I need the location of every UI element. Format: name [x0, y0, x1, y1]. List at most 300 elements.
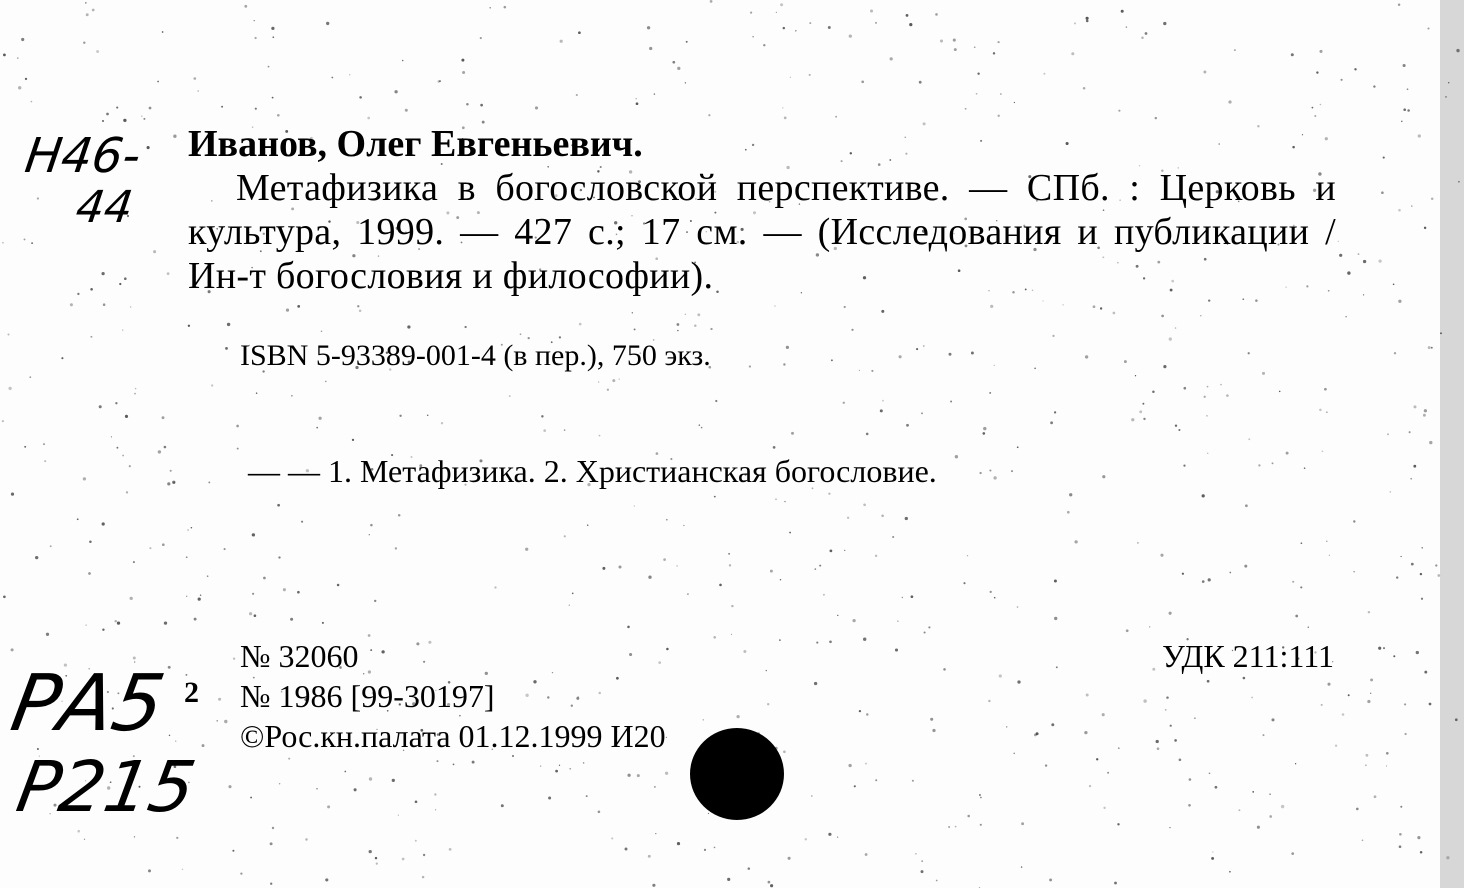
speckle: [255, 37, 257, 39]
speckle: [849, 34, 852, 37]
speckle: [1102, 475, 1105, 478]
speckle: [774, 305, 775, 306]
speckle: [1362, 839, 1364, 841]
speckle: [449, 848, 452, 851]
speckle: [354, 788, 357, 791]
speckle: [598, 811, 601, 814]
speckle: [789, 532, 791, 534]
speckle: [1163, 22, 1166, 25]
speckle: [955, 826, 957, 828]
udk-code: УДК 211:111: [1162, 638, 1334, 674]
bibliographic-record: [188, 122, 1336, 298]
speckle: [31, 242, 33, 244]
speckle: [1424, 409, 1427, 412]
speckle: [993, 476, 996, 479]
speckle: [83, 477, 86, 480]
speckle: [1398, 209, 1401, 212]
speckle: [1067, 511, 1070, 514]
speckle: [1036, 732, 1039, 735]
speckle: [1428, 346, 1431, 349]
speckle: [932, 729, 935, 732]
speckle: [599, 435, 601, 437]
speckle: [976, 93, 978, 95]
speckle: [186, 556, 188, 558]
speckle: [974, 46, 976, 48]
speckle: [979, 794, 981, 796]
speckle: [564, 429, 566, 431]
speckle: [1316, 71, 1318, 73]
speckle: [466, 103, 469, 106]
speckle: [866, 433, 869, 436]
speckle: [290, 618, 293, 621]
speckle: [18, 86, 21, 89]
speckle: [881, 515, 884, 518]
speckle: [135, 388, 137, 390]
speckle: [1017, 606, 1019, 608]
speckle: [123, 119, 126, 122]
speckle: [130, 306, 131, 307]
speckle: [157, 81, 159, 83]
speckle: [988, 700, 990, 702]
speckle: [1386, 765, 1387, 766]
speckle: [17, 57, 18, 58]
speckle: [714, 496, 716, 498]
speckle: [283, 588, 286, 591]
speckle: [1211, 857, 1214, 860]
speckle: [795, 30, 797, 32]
speckle: [369, 850, 372, 853]
speckle: [848, 764, 851, 767]
speckle: [331, 77, 333, 79]
speckle: [713, 636, 716, 639]
speckle: [1353, 520, 1355, 522]
speckle: [953, 39, 956, 42]
speckle: [1378, 647, 1381, 650]
speckle: [11, 493, 14, 496]
book-chamber-line: ©Рос.кн.палата 01.12.1999 И20: [240, 718, 666, 754]
speckle: [1096, 758, 1098, 760]
speckle: [369, 534, 370, 535]
speckle: [122, 455, 124, 457]
speckle: [861, 80, 864, 83]
speckle: [1045, 764, 1047, 766]
speckle: [906, 14, 909, 17]
speckle: [1215, 786, 1218, 789]
speckle: [173, 135, 176, 138]
speckle: [666, 519, 668, 521]
speckle: [752, 36, 753, 37]
speckle: [1300, 586, 1302, 588]
speckle: [407, 325, 410, 328]
speckle: [1200, 315, 1201, 316]
speckle: [134, 393, 136, 395]
speckle: [875, 555, 877, 557]
speckle: [1006, 726, 1007, 727]
speckle: [666, 737, 667, 738]
speckle: [1212, 851, 1213, 852]
speckle: [714, 847, 716, 849]
speckle: [851, 329, 853, 331]
speckle: [890, 57, 893, 60]
speckle: [402, 60, 404, 62]
speckle: [84, 839, 85, 840]
speckle: [1178, 429, 1180, 431]
speckle: [1189, 778, 1192, 781]
speckle: [480, 104, 483, 107]
speckle: [611, 837, 613, 839]
speckle: [1319, 50, 1322, 53]
speckle: [791, 432, 794, 435]
speckle: [1113, 312, 1116, 315]
speckle: [501, 804, 504, 807]
speckle: [256, 392, 258, 394]
speckle: [326, 22, 329, 25]
speckle: [263, 577, 266, 580]
speckle: [1416, 651, 1419, 654]
speckle: [1394, 352, 1396, 354]
speckle: [677, 67, 680, 70]
speckle: [1074, 22, 1076, 24]
speckle: [7, 333, 9, 335]
speckle: [149, 547, 151, 549]
speckle: [1207, 386, 1209, 388]
speckle: [395, 547, 397, 549]
handwritten-code-line-2: 44: [72, 182, 136, 233]
speckle: [24, 238, 26, 240]
speckle: [367, 117, 370, 120]
speckle: [1086, 20, 1089, 23]
speckle: [930, 718, 933, 721]
speckle: [1142, 403, 1144, 405]
speckle: [1295, 763, 1296, 764]
speckle: [122, 329, 123, 330]
speckle: [1202, 494, 1205, 497]
speckle: [1403, 64, 1406, 67]
speckle: [560, 40, 563, 43]
speckle: [919, 81, 922, 84]
speckle: [1013, 753, 1014, 754]
speckle: [1258, 464, 1260, 466]
speckle: [216, 720, 217, 721]
speckle: [685, 82, 686, 83]
speckle: [525, 548, 528, 551]
speckle: [198, 598, 201, 601]
speckle: [357, 305, 359, 307]
speckle: [1084, 731, 1087, 734]
speckle: [854, 785, 856, 787]
speckle: [710, 0, 713, 3]
speckle: [1202, 580, 1205, 583]
speckle: [999, 674, 1002, 677]
speckle: [715, 400, 717, 402]
speckle: [207, 575, 209, 577]
speckle: [1363, 260, 1366, 263]
speckle: [1051, 723, 1054, 726]
speckle: [770, 570, 773, 573]
speckle: [990, 305, 993, 308]
speckle: [555, 770, 558, 773]
speckle: [297, 591, 300, 594]
speckle: [187, 529, 188, 530]
speckle: [835, 116, 837, 118]
speckle: [116, 107, 118, 109]
handwritten-code-line-1: Н46-: [21, 128, 145, 184]
speckle: [763, 44, 765, 46]
speckle: [844, 306, 846, 308]
speckle: [1074, 540, 1077, 543]
speckle: [767, 703, 769, 705]
speckle: [149, 107, 152, 110]
speckle: [1103, 807, 1105, 809]
speckle: [102, 120, 104, 122]
speckle: [1137, 542, 1139, 544]
speckle: [649, 47, 652, 50]
speckle: [828, 26, 831, 29]
speckle: [677, 842, 680, 845]
speckle: [422, 876, 424, 878]
speckle: [1054, 580, 1057, 583]
speckle: [117, 621, 120, 624]
speckle: [837, 836, 838, 837]
speckle: [1107, 772, 1109, 774]
speckle: [46, 633, 49, 636]
speckle: [359, 96, 362, 99]
speckle: [186, 596, 187, 597]
speckle: [784, 117, 787, 120]
speckle: [85, 624, 87, 626]
speckle: [1139, 410, 1142, 413]
speckle: [731, 605, 733, 607]
speckle: [321, 331, 323, 333]
speckle: [875, 779, 877, 781]
speckle: [233, 658, 235, 660]
speckle: [583, 762, 585, 764]
speckle: [1304, 467, 1306, 469]
speckle: [710, 328, 712, 330]
speckle: [921, 412, 923, 414]
speckle: [1291, 53, 1294, 56]
speckle: [268, 66, 270, 68]
speckle: [173, 482, 175, 484]
speckle: [1244, 565, 1247, 568]
speckle: [743, 650, 746, 653]
speckle: [699, 424, 701, 426]
speckle: [1347, 271, 1350, 274]
speckle: [1208, 299, 1210, 301]
speckle: [1320, 104, 1322, 106]
speckle: [943, 668, 946, 671]
speckle: [31, 101, 33, 103]
speckle: [1413, 405, 1416, 408]
speckle: [979, 472, 981, 474]
handwritten-location-line-1: РА5: [4, 659, 171, 749]
speckle: [1188, 804, 1191, 807]
speckle: [115, 402, 117, 404]
speckle: [1319, 409, 1322, 412]
speckle: [766, 670, 767, 671]
speckle: [1126, 26, 1127, 27]
speckle: [1100, 307, 1102, 309]
speckle: [994, 365, 995, 366]
speckle: [1341, 79, 1343, 81]
speckle: [654, 93, 655, 94]
speckle: [1399, 845, 1402, 848]
speckle: [782, 107, 783, 108]
speckle: [847, 517, 849, 519]
speckle: [279, 783, 280, 784]
speckle: [101, 272, 104, 275]
speckle: [618, 565, 621, 568]
speckle: [955, 455, 958, 458]
speckle: [316, 788, 317, 789]
card-footer: [240, 636, 666, 756]
speckle: [1093, 305, 1096, 308]
speckle: [683, 525, 684, 526]
speckle: [719, 584, 722, 587]
speckle: [1034, 368, 1036, 370]
speckle: [967, 815, 970, 818]
speckle: [200, 594, 201, 595]
speckle: [625, 848, 628, 851]
speckle: [940, 40, 943, 43]
speckle: [1175, 425, 1177, 427]
speckle: [398, 814, 399, 815]
speckle: [1396, 576, 1398, 578]
speckle: [948, 826, 950, 828]
speckle: [655, 833, 656, 834]
speckle: [1160, 554, 1163, 557]
speckle: [627, 626, 630, 629]
speckle: [25, 78, 27, 80]
speckle: [133, 561, 135, 563]
speckle: [1420, 573, 1422, 575]
speckle: [997, 41, 999, 43]
speckle: [270, 842, 273, 845]
speckle: [924, 631, 926, 633]
speckle: [1327, 683, 1330, 686]
speckle: [915, 853, 917, 855]
speckle: [255, 108, 257, 110]
speckle: [1242, 298, 1244, 300]
speckle: [579, 323, 582, 326]
speckle: [1049, 878, 1052, 881]
speckle: [392, 779, 395, 782]
speckle: [899, 355, 902, 358]
speckle: [1374, 795, 1377, 798]
speckle: [11, 648, 14, 651]
speckle: [559, 765, 560, 766]
speckle: [464, 326, 466, 328]
speckle: [1251, 697, 1253, 699]
speckle: [935, 13, 938, 16]
speckle: [1083, 87, 1086, 90]
speckle: [697, 313, 700, 316]
top-edge-shade: [1440, 0, 1464, 888]
speckle: [648, 855, 651, 858]
speckle: [535, 106, 538, 109]
speckle: [254, 20, 255, 21]
speckle: [1143, 699, 1146, 702]
speckle: [438, 80, 440, 82]
speckle: [909, 23, 912, 26]
speckle: [254, 614, 257, 617]
speckle: [318, 417, 321, 420]
speckle: [89, 541, 92, 544]
speckle: [1011, 470, 1013, 472]
speckle: [1069, 493, 1072, 496]
speckle: [1135, 375, 1136, 376]
speckle: [1269, 793, 1270, 794]
handwritten-shelf-code: [15, 130, 144, 234]
speckle: [1324, 388, 1327, 391]
speckle: [399, 415, 401, 417]
title-description: Метафизика в богословской перспективе. — СПб. : Церковь и культура, 1999. — 427 с.; 17 см. — (Исследования и публикации / Ин-т богословия и философии).: [188, 167, 1336, 297]
speckle: [325, 878, 328, 881]
speckle: [1131, 418, 1134, 421]
speckle: [125, 415, 128, 418]
speckle: [768, 881, 771, 884]
speckle: [2, 420, 4, 422]
speckle: [227, 323, 230, 326]
speckle: [441, 422, 443, 424]
speckle: [85, 2, 87, 4]
speckle: [636, 102, 639, 105]
speckle: [1353, 571, 1354, 572]
speckle: [1054, 617, 1057, 620]
registration-number-1: № 32060: [240, 638, 359, 674]
speckle: [786, 346, 789, 349]
speckle: [1329, 555, 1330, 556]
speckle: [1423, 414, 1426, 417]
speckle: [167, 482, 170, 485]
speckle: [1411, 205, 1412, 206]
speckle: [1248, 438, 1250, 440]
speckle: [1409, 431, 1411, 433]
speckle: [564, 535, 566, 537]
speckle: [1321, 704, 1323, 706]
speckle: [1175, 327, 1177, 329]
speckle: [921, 870, 924, 873]
speckle: [687, 593, 689, 595]
speckle: [462, 71, 465, 74]
speckle: [1373, 85, 1375, 87]
speckle: [232, 850, 234, 852]
speckle: [130, 597, 133, 600]
speckle: [1431, 347, 1433, 349]
speckle: [587, 524, 589, 526]
speckle: [8, 387, 11, 390]
speckle: [1263, 734, 1265, 736]
speckle: [906, 424, 909, 427]
speckle: [541, 415, 543, 417]
speckle: [1174, 739, 1177, 742]
speckle: [44, 460, 46, 462]
speckle: [1393, 655, 1395, 657]
speckle: [1429, 703, 1432, 706]
speckle: [731, 634, 732, 635]
speckle: [1326, 412, 1327, 413]
speckle: [783, 27, 785, 29]
speckle: [814, 568, 816, 570]
speckle: [158, 450, 161, 453]
speckle: [983, 427, 986, 430]
speckle: [1117, 823, 1119, 825]
speckle: [1166, 696, 1169, 699]
speckle: [1234, 49, 1236, 51]
speckle: [77, 830, 80, 833]
speckle: [436, 760, 438, 762]
speckle: [576, 94, 578, 96]
